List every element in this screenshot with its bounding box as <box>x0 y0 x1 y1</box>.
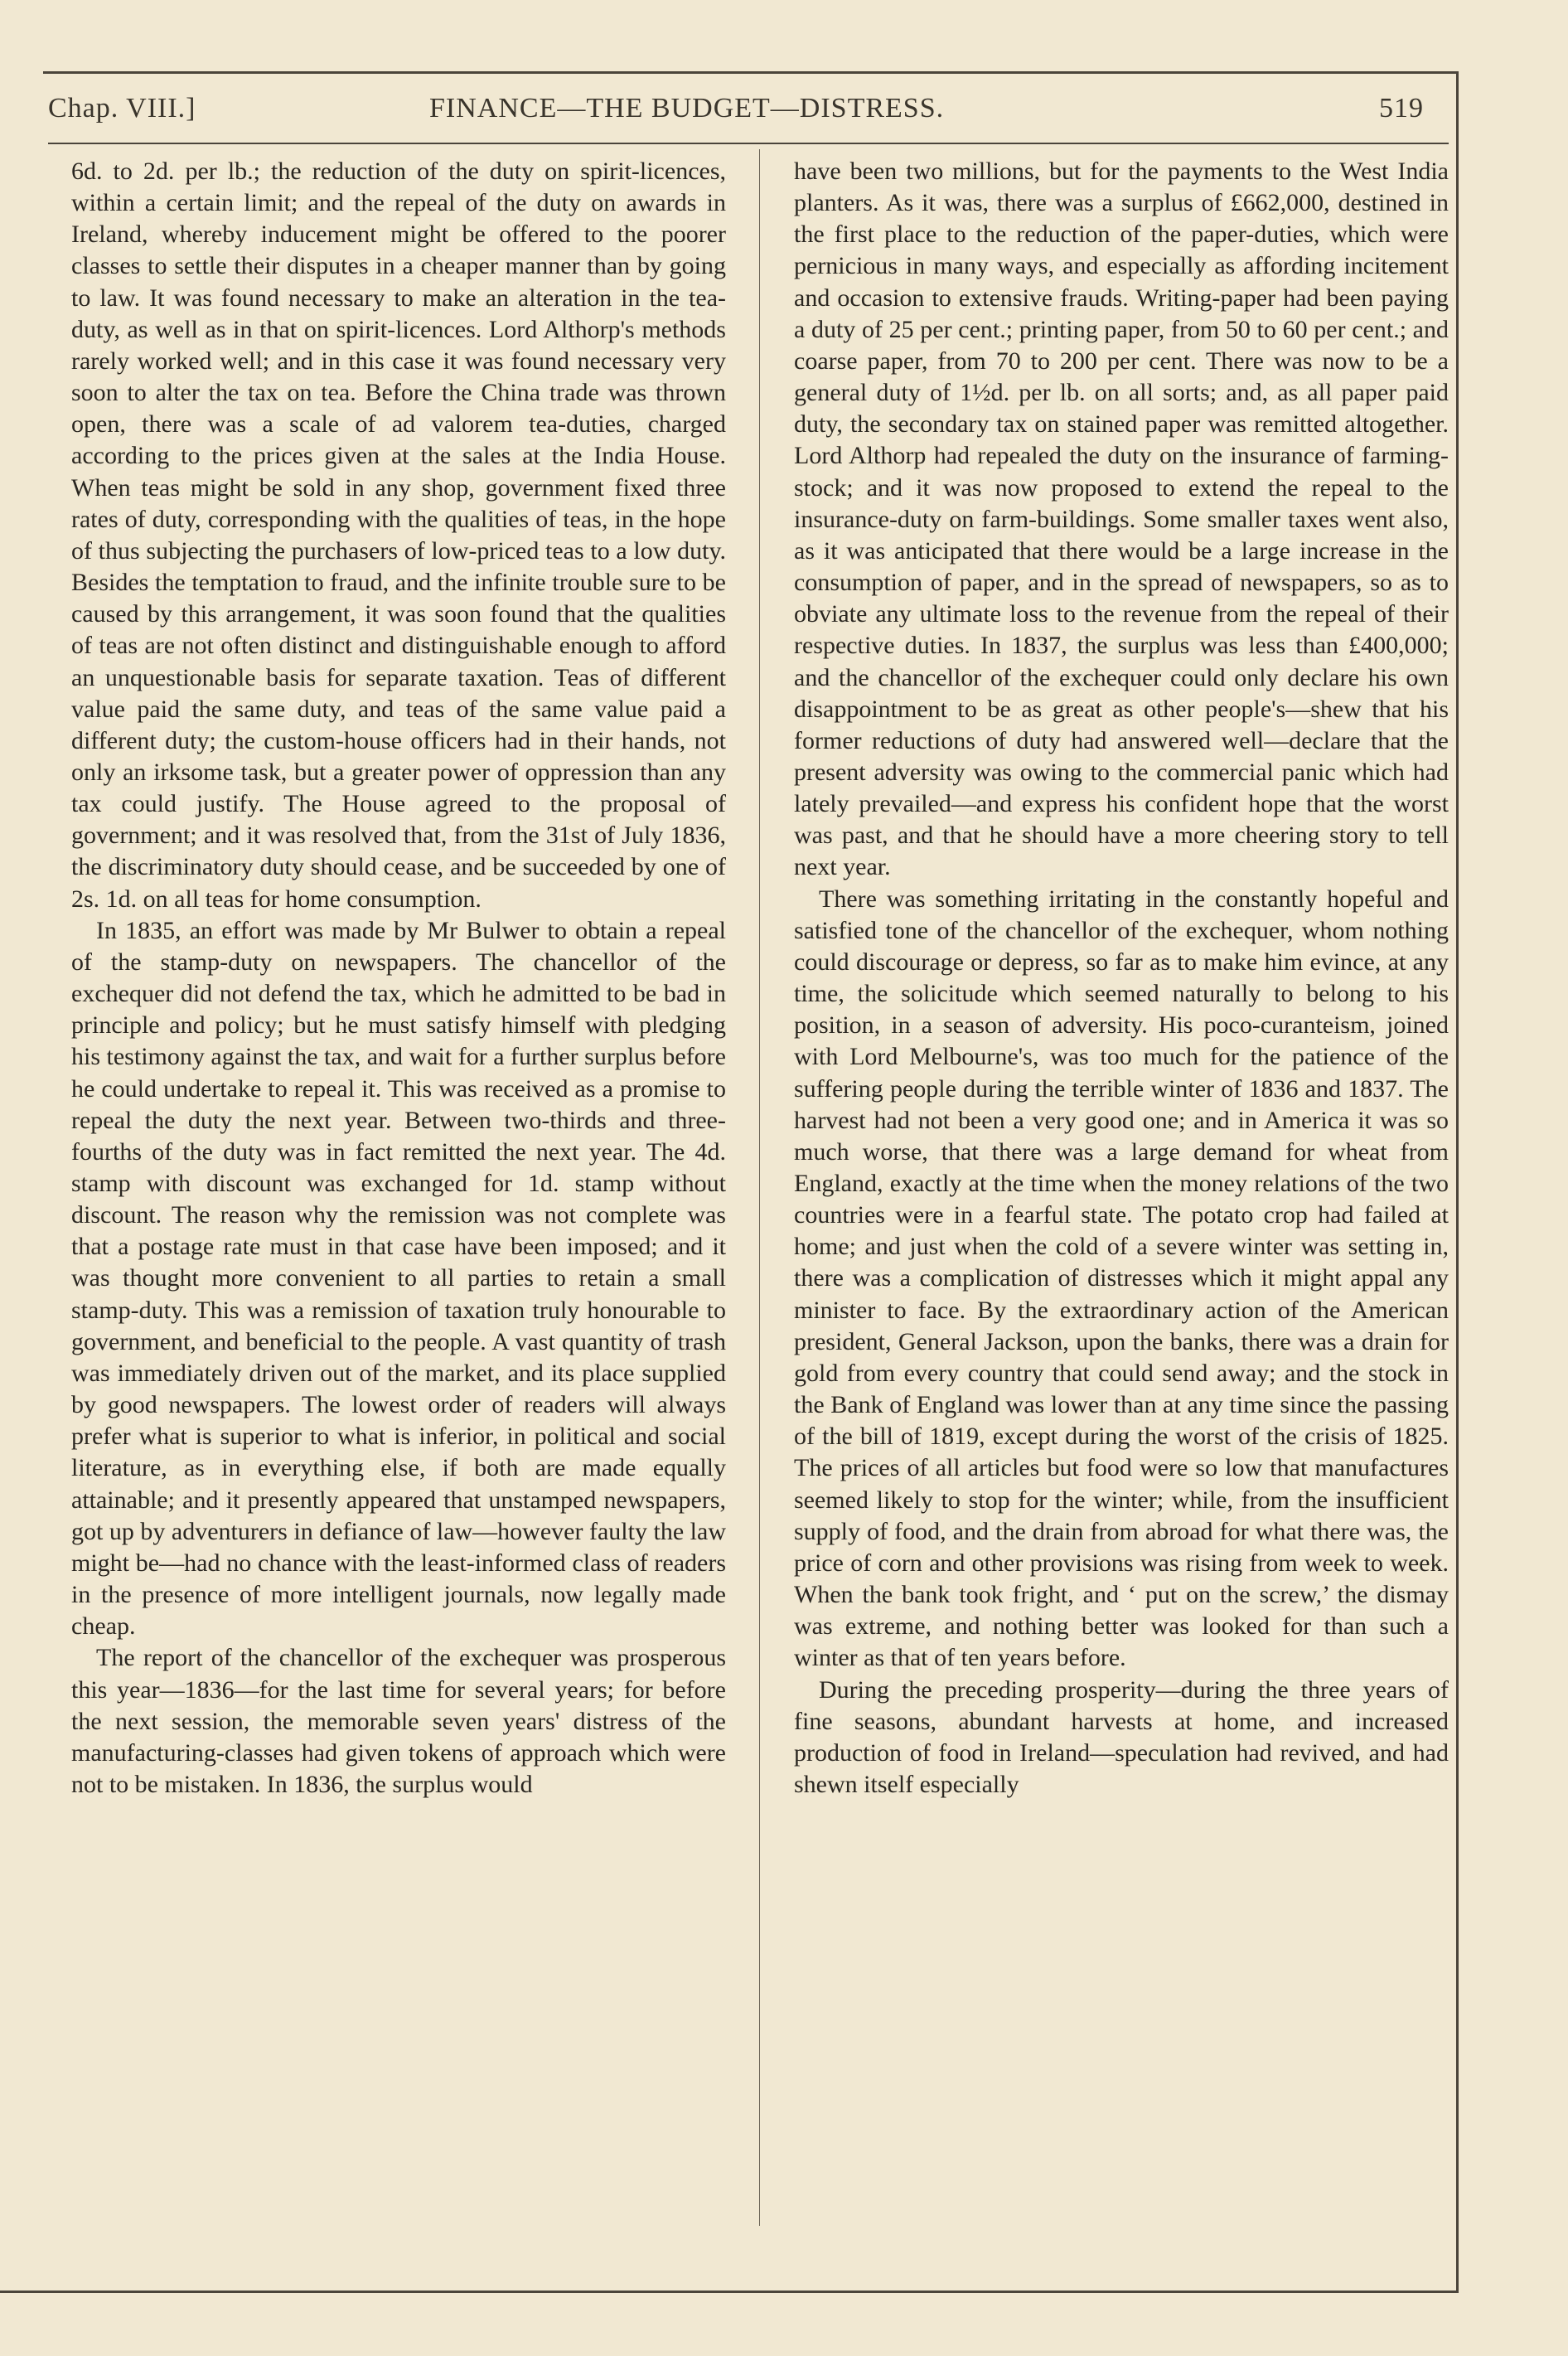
paragraph: There was something irritating in the constantly hopeful and satisfied tone of the chancellor of the exchequer, whom nothing could discourage or depress, so far as to make him evince, at any time, the solicitude which seemed naturally to belong to his position, in a season of adversity. His poco-curanteism, joined with Lord Melbourne's, was too much for the patience of the suffering people during the terrible winter of 1836 and 1837. The harvest had not been a very good one; and in America it was so much worse, that there was a large demand for wheat from England, exactly at the time when the money relations of the two countries were in a fearful state. The potato crop had failed at home; and just when the cold of a severe winter was setting in, there was a complication of distresses which it might appal any minister to face. By the extraordinary action of the American president, General Jackson, upon the banks, there was a drain for gold from every country that could send away; and the stock in the Bank of England was lower than at any time since the passing of the bill of 1819, except during the worst of the crisis of 1825. The prices of all articles but food were so low that manufactures seemed likely to stop for the winter; while, from the insufficient supply of food, and the drain from abroad for what there was, the price of corn and other provisions was rising from week to week. When the bank took fright, and ‘ put on the screw,’ the dismay was extreme, and nothing better was looked for than such a winter as that of ten years before. <box>794 885 1449 1672</box>
left-column <box>71 156 726 1801</box>
page-number: 519 <box>1379 93 1424 124</box>
header-rule <box>48 143 1449 144</box>
paragraph: 6d. to 2d. per lb.; the reduction of the duty on spirit-licences, within a certain limit; and the repeal of the duty on awards in Ireland, whereby inducement might be offered to the poorer classes to settle their disputes in a cheaper manner than by going to law. It was found necessary to make an alteration in the tea-duty, as well as in that on spirit-licences. Lord Althorp's methods rarely worked well; and in this case it was found necessary very soon to alter the tax on tea. Before the China trade was thrown open, there was a scale of ad valorem tea-duties, charged according to the prices given at the sales at the India House. When teas might be sold in any shop, government fixed three rates of duty, corresponding with the qualities of teas, in the hope of thus subjecting the purchasers of low-priced teas to a low duty. Besides the temptation to fraud, and the infinite trouble sure to be caused by this arrangement, it was soon found that the qualities of teas are not often distinct and distinguishable enough to afford an unquestionable basis for separate taxation. Teas of different value paid the same duty, and teas of the same value paid a different duty; the custom-house officers had in their hands, not only an irksome task, but a greater power of oppression than any tax could justify. The House agreed to the proposal of government; and it was resolved that, from the 31st of July 1836, the discriminatory duty should cease, and be succeeded by one of 2s. 1d. on all teas for home consumption. <box>71 158 726 913</box>
page-frame-bottom-rule <box>0 2291 1459 2293</box>
paragraph: have been two millions, but for the payments to the West India planters. As it was, there was a surplus of £662,000, destined in the first place to the reduction of the paper-duties, which were pernicious in many ways, and especially as affording incitement and occasion to extensive frauds. Writing-paper had been paying a duty of 25 per cent.; printing paper, from 50 to 60 per cent.; and coarse paper, from 70 to 200 per cent. There was now to be a general duty of 1½d. per lb. on all sorts; and, as all paper paid duty, the secondary tax on stained paper was remitted altogether. Lord Althorp had repealed the duty on the insurance of farming-stock; and it was now proposed to extend the repeal to the insurance-duty on farm-buildings. Some smaller taxes went also, as it was anticipated that there would be a large increase in the consumption of paper, and in the spread of newspapers, so as to obviate any ultimate loss to the revenue from the repeal of their respective duties. In 1837, the surplus was less than £400,000; and the chancellor of the exchequer could only declare his own disappointment to be as great as other people's—shew that his former reductions of duty had answered well—declare that the present adversity was owing to the commercial panic which had lately prevailed—and express his confident hope that the worst was past, and that he should have a more cheering story to tell next year. <box>794 158 1449 881</box>
column-divider <box>759 149 760 2226</box>
right-column <box>794 156 1449 1801</box>
paragraph: In 1835, an effort was made by Mr Bulwer to obtain a repeal of the stamp-duty on newspapers. The chancellor of the exchequer did not defend the tax, which he admitted to be bad in principle and policy; but he must satisfy himself with pledging his testimony against the tax, and wait for a further surplus before he could undertake to repeal it. This was received as a promise to repeal the duty the next year. Between two-thirds and three-fourths of the duty was in fact remitted the next year. The 4d. stamp with discount was exchanged for 1d. stamp without discount. The reason why the remission was not complete was that a postage rate must in that case have been imposed; and it was thought more convenient to all parties to retain a small stamp-duty. This was a remission of taxation truly honourable to government, and beneficial to the people. A vast quantity of trash was immediately driven out of the market, and its place supplied by good newspapers. The lowest order of readers will always prefer what is superior to what is inferior, in political and social literature, as in everything else, if both are made equally attainable; and it presently appeared that unstamped newspapers, got up by adventurers in defiance of law—however faulty the law might be—had no chance with the least-informed class of readers in the presence of more intelligent journals, now legally made cheap. <box>71 916 726 1641</box>
running-title: FINANCE—THE BUDGET—DISTRESS. <box>429 93 945 124</box>
running-header <box>48 93 1424 133</box>
page-frame-top-rule <box>43 71 1459 74</box>
chapter-label: Chap. VIII.] <box>48 93 196 124</box>
page-frame-right-rule <box>1456 71 1459 2293</box>
paragraph: The report of the chancellor of the exchequer was prosperous this year—1836—for the last time for several years; for before the next session, the memorable seven years' distress of the manufacturing-classes had given tokens of approach which were not to be mistaken. In 1836, the surplus would <box>71 1644 726 1798</box>
paragraph: During the preceding prosperity—during the three years of fine seasons, abundant harvests at home, and increased production of food in Ireland—speculation had revived, and had shewn itself especially <box>794 1675 1449 1798</box>
